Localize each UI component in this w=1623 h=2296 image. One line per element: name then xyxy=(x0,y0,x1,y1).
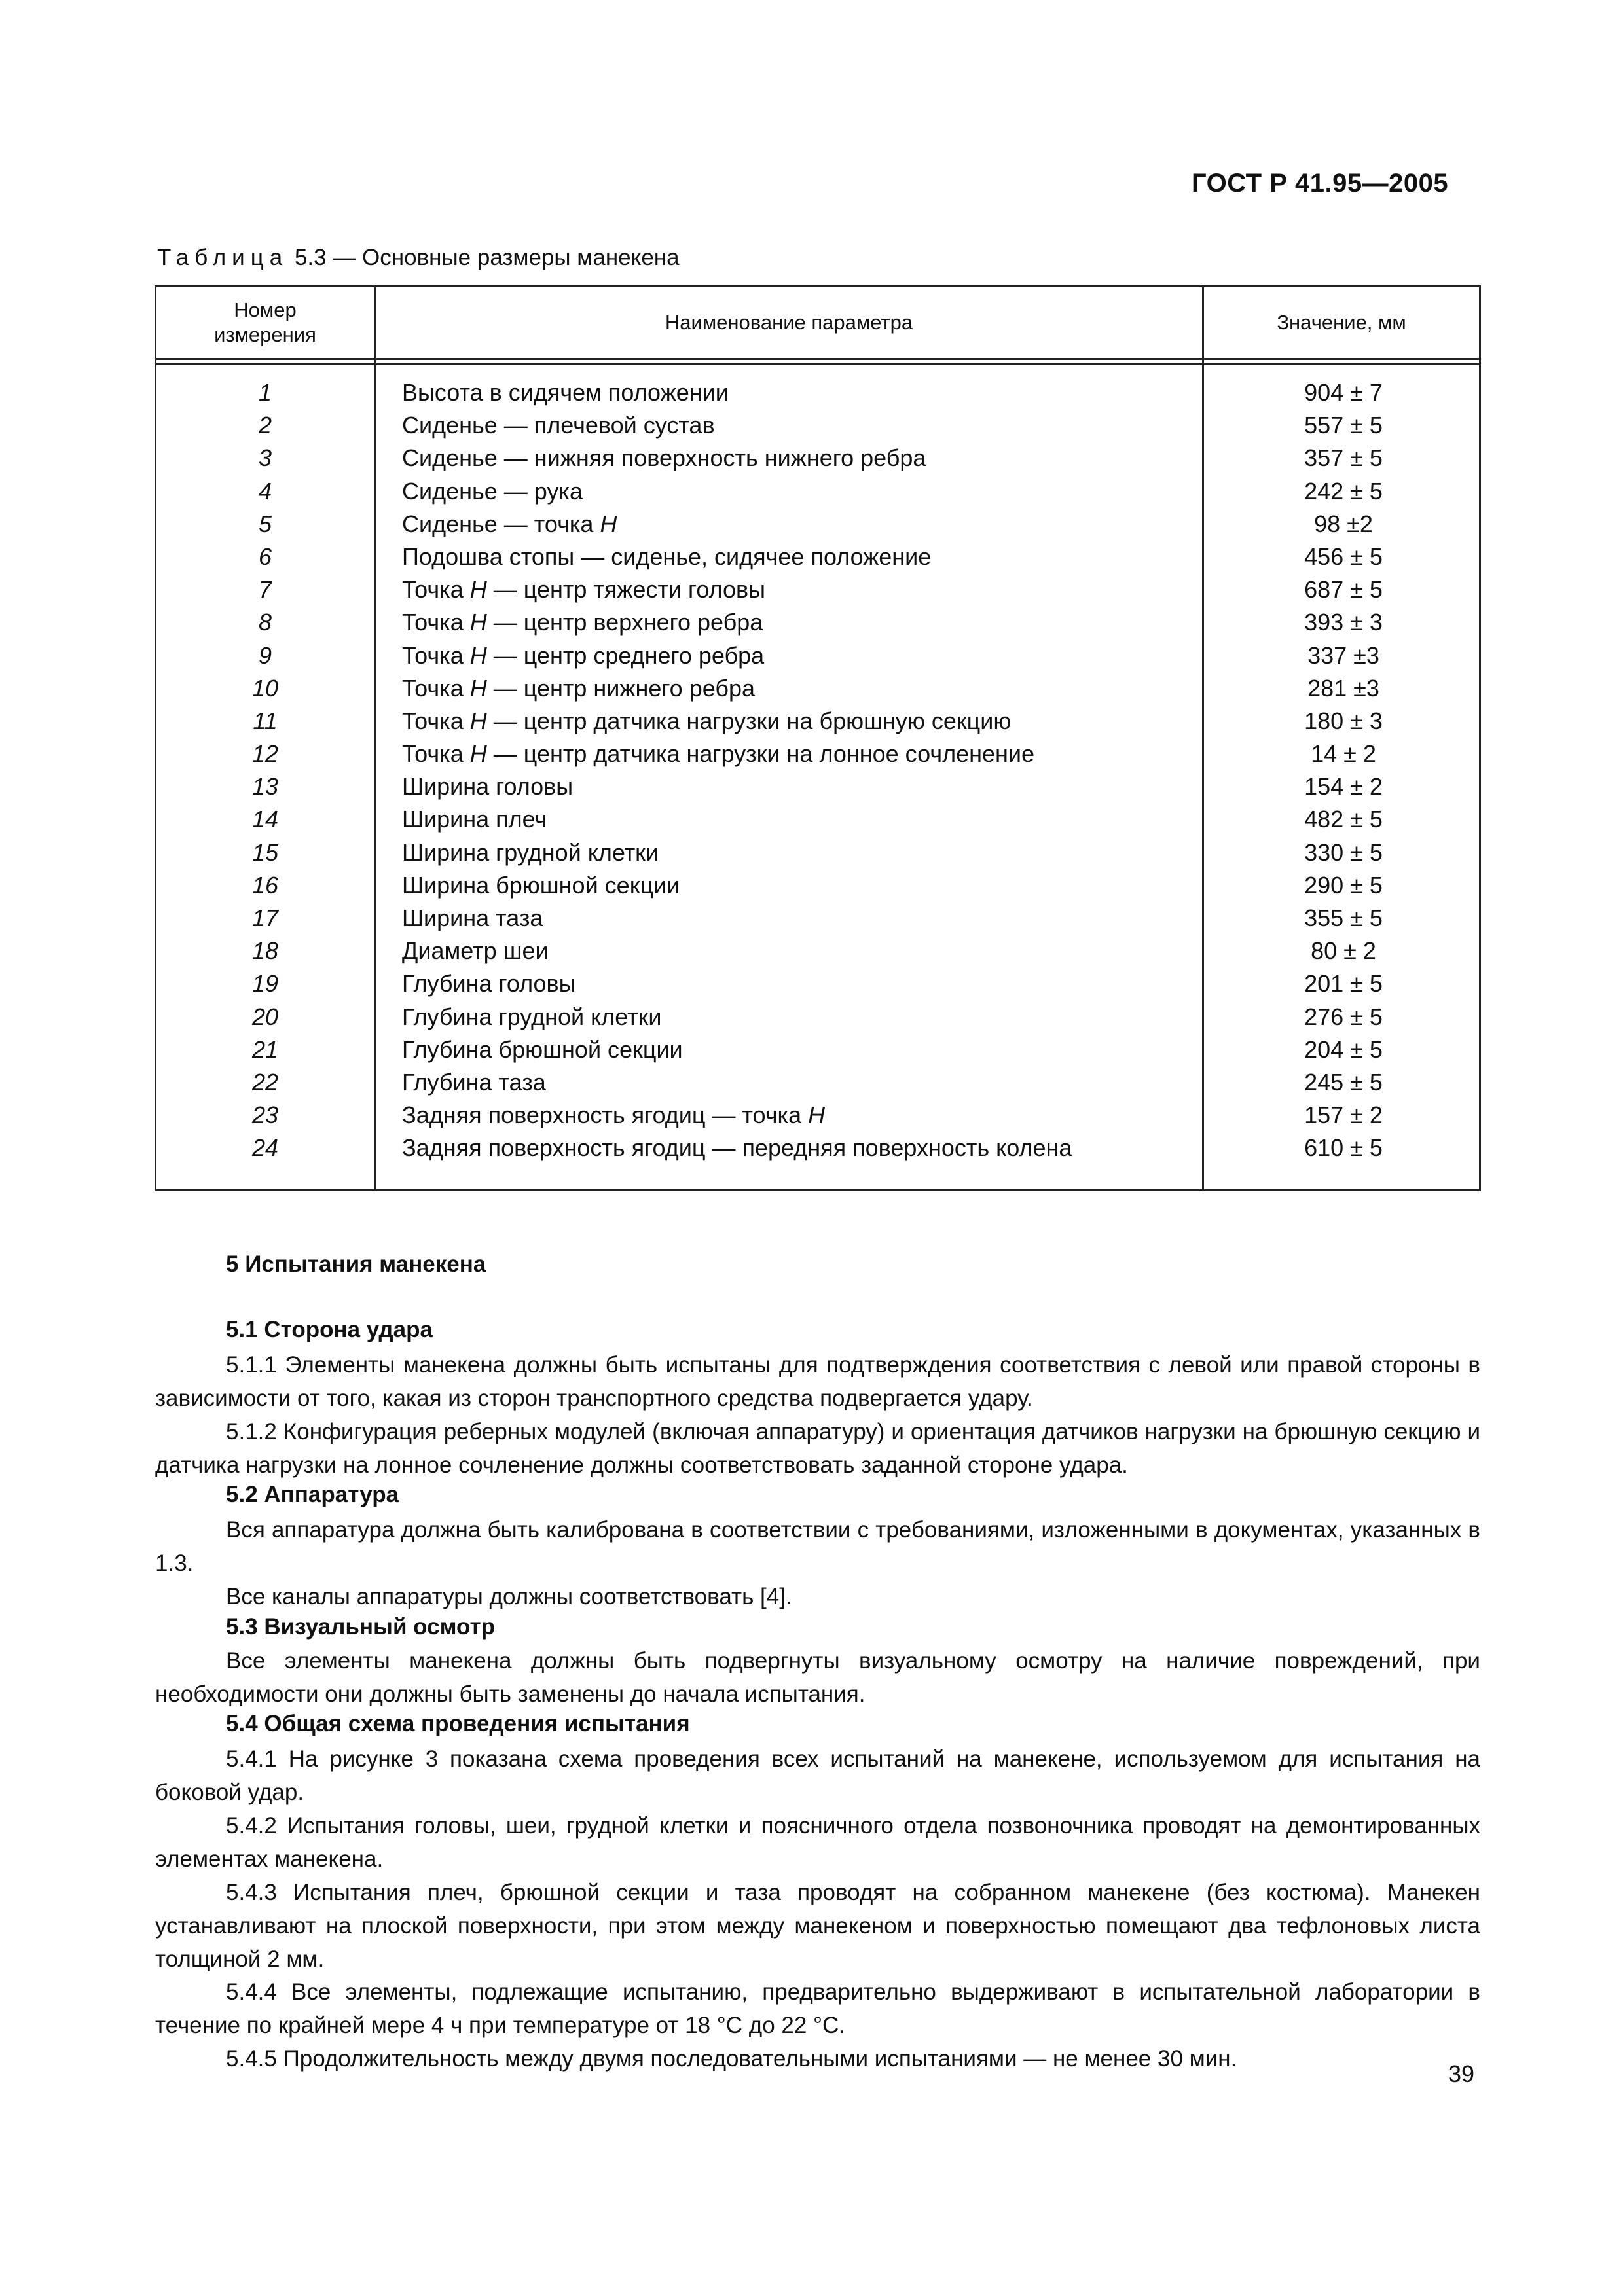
row-number: 5 xyxy=(258,510,272,537)
row-parameter: Сиденье — точка H xyxy=(402,510,617,537)
table-row xyxy=(156,869,1479,902)
row-parameter: Сиденье — плечевой сустав xyxy=(402,412,715,439)
row-number: 11 xyxy=(253,707,278,734)
paragraph-5-4-2: 5.4.2 Испытания головы, шеи, грудной клетки и поясничного отдела позвоночника проводят на демонтированных элементах манекена. xyxy=(155,1813,1480,1872)
dimensions-table xyxy=(155,285,1481,1191)
row-value: 245 ± 5 xyxy=(1304,1068,1383,1096)
header-name-text: Наименование параметра xyxy=(665,311,913,334)
row-value: 456 ± 5 xyxy=(1304,543,1383,570)
row-value: 204 ± 5 xyxy=(1304,1035,1383,1063)
table-row xyxy=(156,803,1479,836)
header-number xyxy=(156,287,374,358)
row-value: 242 ± 5 xyxy=(1304,477,1383,505)
row-number: 8 xyxy=(258,609,272,636)
table-row xyxy=(156,935,1479,967)
row-parameter: Точка H — центр датчика нагрузки на лонное сочленение xyxy=(402,740,1035,768)
paragraph-5-1-1: 5.1.1 Элементы манекена должны быть испытаны для подтверждения соответствия с левой или правой стороны в зависимости от того, какая из сторон транспортного средства подвергается удару. xyxy=(155,1352,1480,1411)
row-parameter: Глубина грудной клетки xyxy=(402,1003,662,1030)
row-parameter: Ширина брюшной секции xyxy=(402,871,680,899)
table-row xyxy=(156,508,1479,541)
row-number: 17 xyxy=(251,905,279,931)
header-name xyxy=(376,287,1202,358)
row-number: 18 xyxy=(251,937,279,965)
row-parameter: Ширина таза xyxy=(402,905,543,931)
table-row xyxy=(156,1033,1479,1066)
row-value: 154 ± 2 xyxy=(1304,773,1383,800)
row-number: 6 xyxy=(258,543,272,570)
row-parameter: Точка H — центр тяжести головы xyxy=(402,576,766,603)
row-number: 10 xyxy=(251,674,279,702)
row-value: 276 ± 5 xyxy=(1304,1003,1383,1030)
row-value: 482 ± 5 xyxy=(1304,806,1383,833)
row-number: 22 xyxy=(251,1068,279,1096)
row-parameter: Ширина плеч xyxy=(402,806,547,833)
header-value-text: Значение, мм xyxy=(1277,311,1406,334)
table-row xyxy=(156,967,1479,1000)
row-number: 13 xyxy=(251,773,279,800)
row-number: 14 xyxy=(251,806,279,833)
row-value: 557 ± 5 xyxy=(1304,412,1383,439)
row-number: 24 xyxy=(251,1134,279,1162)
subsection-title-5-3: 5.3 Визуальный осмотр xyxy=(226,1614,496,1640)
paragraph-5-2-a: Вся аппаратура должна быть калиброванa в соответствии с требованиями, изложенными в документах, указанных в 1.3. xyxy=(155,1517,1480,1576)
table-row xyxy=(156,1001,1479,1033)
row-parameter: Высота в сидячем положении xyxy=(402,379,729,406)
paragraph-5-2-b: Все каналы аппаратуры должны соответствовать [4]. xyxy=(226,1584,792,1609)
row-parameter: Задняя поверхность ягодиц — передняя поверхность колена xyxy=(402,1134,1072,1162)
table-row xyxy=(156,606,1479,639)
table-row xyxy=(156,442,1479,475)
row-parameter: Подошва стопы — сиденье, сидячее положение xyxy=(402,543,932,570)
paragraph-5-4-4: 5.4.4 Все элементы, подлежащие испытанию, предварительно выдерживают в испытательной лаборатории в течение по крайней мере 4 ч при температуре от 18 °С до 22 °С. xyxy=(155,1979,1480,2038)
row-value: 281 ±3 xyxy=(1307,674,1379,702)
row-value: 904 ± 7 xyxy=(1304,379,1383,406)
row-value: 610 ± 5 xyxy=(1304,1134,1383,1162)
table-row xyxy=(156,1099,1479,1132)
row-parameter: Сиденье — рука xyxy=(402,477,583,505)
header-divider xyxy=(156,358,1479,360)
row-number: 15 xyxy=(251,838,279,866)
row-number: 1 xyxy=(258,379,272,406)
row-number: 2 xyxy=(258,412,272,439)
paragraph-5-4-1: 5.4.1 На рисунке 3 показана схема проведения всех испытаний на манекене, используемом для испытания на боковой удар. xyxy=(155,1746,1480,1805)
row-parameter: Задняя поверхность ягодиц — точка H xyxy=(402,1102,826,1129)
table-row xyxy=(156,639,1479,672)
paragraph-5-3: Все элементы манекена должны быть подвергнуты визуальному осмотру на наличие повреждений, при необходимости они должны быть заменены до начала испытания. xyxy=(155,1648,1480,1707)
row-parameter: Диаметр шеи xyxy=(402,937,549,965)
row-number: 3 xyxy=(258,444,272,472)
row-parameter: Ширина головы xyxy=(402,773,574,800)
paragraph-5-4-3: 5.4.3 Испытания плеч, брюшной секции и таза проводят на собранном манекене (без костюма). Манекен устанавливают на плоской поверхности, при этом между манекеном и поверхностью помещают два тефлоновых листа толщиной 2 мм. xyxy=(155,1880,1480,1972)
section-title: 5 Испытания манекена xyxy=(226,1251,486,1277)
table-row xyxy=(156,376,1479,409)
table-row xyxy=(156,475,1479,508)
header-number-text: Номер измерения xyxy=(214,298,316,346)
document-number: ГОСТ Р 41.95—2005 xyxy=(1192,169,1449,198)
paragraph-5-1-2: 5.1.2 Конфигурация реберных модулей (включая аппаратуру) и ориентация датчиков нагрузки на брюшную секцию и датчика нагрузки на лонное сочленение должны соответствовать заданной стороне удара. xyxy=(155,1419,1480,1478)
row-number: 23 xyxy=(251,1102,279,1129)
row-value: 157 ± 2 xyxy=(1304,1102,1383,1129)
row-value: 355 ± 5 xyxy=(1304,905,1383,931)
subsection-title-5-2: 5.2 Аппаратура xyxy=(226,1482,399,1507)
row-number: 20 xyxy=(251,1003,279,1030)
row-number: 7 xyxy=(258,576,272,603)
table-caption-text: 5.3 — Основные размеры манекена xyxy=(288,245,680,270)
table-row xyxy=(156,705,1479,738)
table-row xyxy=(156,1066,1479,1099)
table-row xyxy=(156,573,1479,606)
table-row xyxy=(156,409,1479,442)
subsection-title-5-1: 5.1 Сторона удара xyxy=(226,1317,433,1342)
table-row xyxy=(156,738,1479,770)
table-caption xyxy=(157,245,680,271)
paragraph-5-4-5: 5.4.5 Продолжительность между двумя последовательными испытаниями — не менее 30 мин. xyxy=(226,2046,1237,2072)
row-parameter: Точка H — центр нижнего ребра xyxy=(402,674,756,702)
row-parameter: Сиденье — нижняя поверхность нижнего ребра xyxy=(402,444,926,472)
row-value: 687 ± 5 xyxy=(1304,576,1383,603)
table-row xyxy=(156,541,1479,573)
row-parameter: Глубина таза xyxy=(402,1068,546,1096)
row-parameter: Точка H — центр среднего ребра xyxy=(402,641,765,669)
row-parameter: Ширина грудной клетки xyxy=(402,838,659,866)
header-value xyxy=(1204,287,1479,358)
row-value: 80 ± 2 xyxy=(1311,937,1376,965)
table-caption-prefix: Таблица xyxy=(157,245,289,270)
row-value: 14 ± 2 xyxy=(1311,740,1376,768)
row-value: 290 ± 5 xyxy=(1304,871,1383,899)
row-number: 12 xyxy=(251,740,279,768)
table-row xyxy=(156,1132,1479,1164)
row-value: 357 ± 5 xyxy=(1304,444,1383,472)
row-value: 180 ± 3 xyxy=(1304,707,1383,734)
row-parameter: Глубина головы xyxy=(402,970,576,997)
row-value: 337 ±3 xyxy=(1307,641,1379,669)
table-row xyxy=(156,836,1479,869)
page-number: 39 xyxy=(1448,2060,1475,2087)
row-number: 16 xyxy=(251,871,279,899)
subsection-title-5-4: 5.4 Общая схема проведения испытания xyxy=(226,1711,690,1736)
table-row xyxy=(156,902,1479,935)
table-body xyxy=(156,376,1479,1165)
row-parameter: Точка H — центр датчика нагрузки на брюшную секцию xyxy=(402,707,1012,734)
row-parameter: Глубина брюшной секции xyxy=(402,1035,683,1063)
row-number: 21 xyxy=(251,1035,279,1063)
table-row xyxy=(156,770,1479,803)
row-number: 4 xyxy=(258,477,272,505)
table-row xyxy=(156,672,1479,705)
row-value: 330 ± 5 xyxy=(1304,838,1383,866)
row-value: 98 ±2 xyxy=(1314,510,1373,537)
row-value: 393 ± 3 xyxy=(1304,609,1383,636)
header-divider xyxy=(156,363,1479,365)
row-value: 201 ± 5 xyxy=(1304,970,1383,997)
row-number: 19 xyxy=(251,970,279,997)
row-parameter: Точка H — центр верхнего ребра xyxy=(402,609,763,636)
row-number: 9 xyxy=(258,641,272,669)
